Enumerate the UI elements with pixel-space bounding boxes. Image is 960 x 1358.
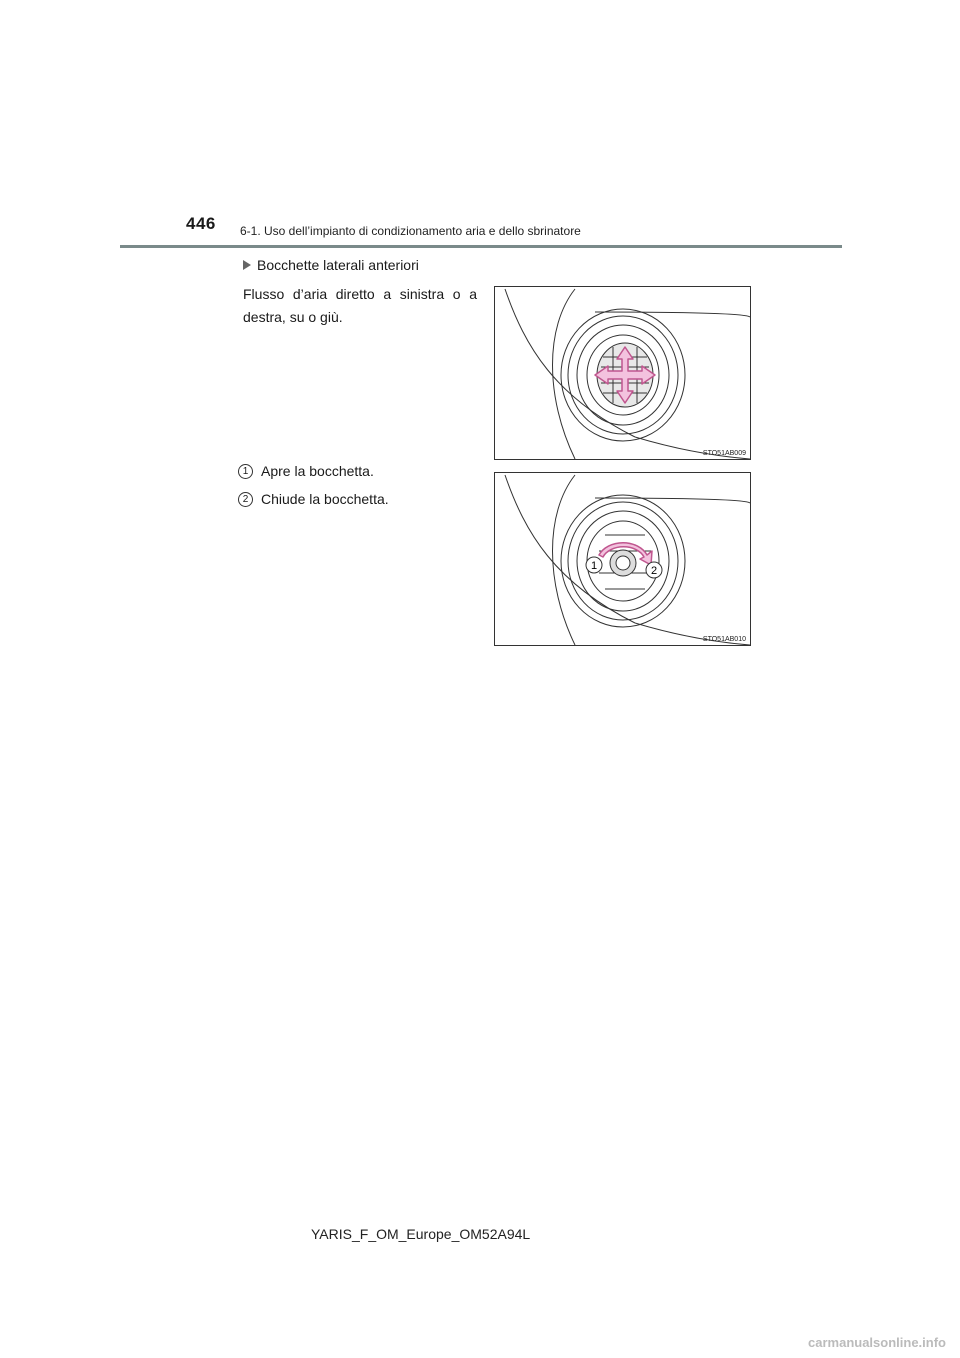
subheading-text: Bocchette laterali anteriori — [257, 257, 419, 273]
step-text: Apre la bocchetta. — [261, 463, 374, 479]
step-item — [238, 463, 374, 479]
vent-dial-icon — [495, 473, 750, 645]
page-number: 446 — [186, 214, 216, 233]
figure-code: STO51AB010 — [702, 636, 746, 643]
step-number-badge: 1 — [238, 464, 253, 479]
footer-doc-id: YARIS_F_OM_Europe_OM52A94L — [311, 1226, 531, 1242]
figure-side-vent-dial — [494, 472, 751, 646]
dial-label-1: 1 — [590, 560, 598, 572]
figure-code: STO51AB009 — [702, 450, 746, 457]
step-text: Chiude la bocchetta. — [261, 491, 389, 507]
body-paragraph: Flusso d’aria diretto a sinistra o a destra, su o giù. — [243, 286, 477, 325]
dial-label-2: 2 — [650, 565, 658, 577]
bullet-triangle-icon — [243, 260, 251, 270]
step-item — [238, 491, 389, 507]
watermark: carmanualsonline.info — [808, 1335, 946, 1350]
step-number-badge: 2 — [238, 492, 253, 507]
header-rule — [120, 245, 842, 248]
vent-direction-icon — [495, 287, 750, 459]
running-header: 6-1. Uso dell’impianto di condizionamento aria e dello sbrinatore — [240, 224, 581, 238]
figure-side-vent-direction — [494, 286, 751, 460]
subheading — [243, 257, 419, 273]
